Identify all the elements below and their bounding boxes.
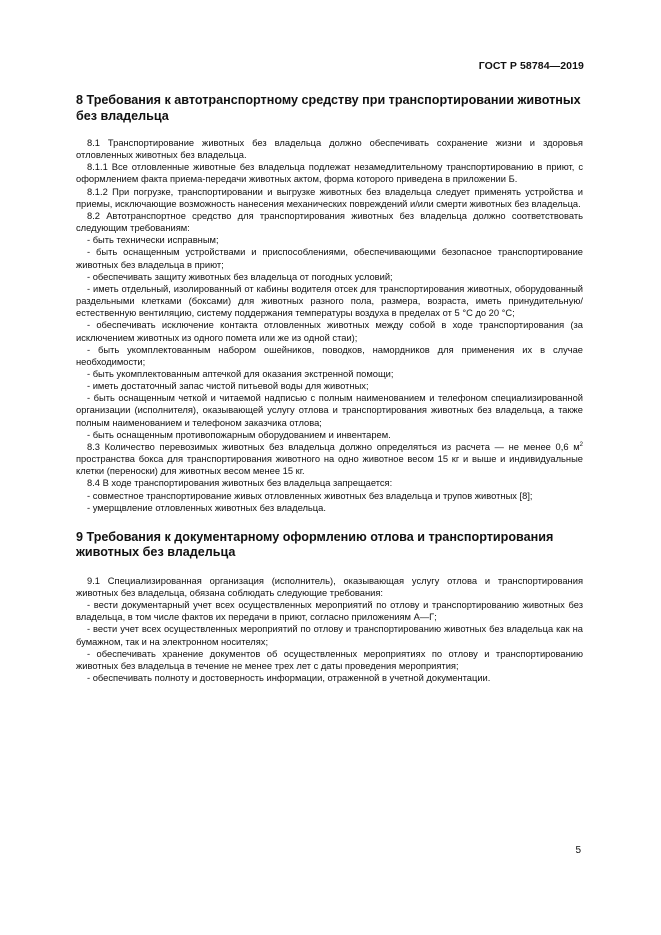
paragraph: 8.1.2 При погрузке, транспортировании и выгрузке животных без владельца следует применять устройства и приемы, исключающие возможность нанесения механических повреждений и/или смерти животных без владельца. — [76, 186, 583, 209]
paragraph-8-3 — [76, 441, 583, 477]
document-body — [76, 93, 583, 684]
paragraph: 9.1 Специализированная организация (исполнитель), оказывающая услугу отлова и транспортирования животных без владельца, обязана соблюдать следующие требования: — [76, 575, 583, 598]
list-item: - умерщвление отловленных животных без владельца. — [87, 502, 326, 513]
page-number: 5 — [575, 845, 581, 856]
paragraph: 8.4 В ходе транспортирования животных без владельца запрещается: — [87, 478, 393, 489]
list-item: - иметь достаточный запас чистой питьевой воды для животных; — [87, 381, 369, 392]
paragraph: 8.1 Транспортирование животных без владельца должно обеспечивать сохранение жизни и здоровья отловленных животных без владельца. — [76, 138, 583, 161]
paragraph: 8.2 Автотранспортное средство для транспортирования животных без владельца должно соответствовать следующим требованиям: — [76, 210, 583, 234]
list-item: - быть технически исправным; — [87, 235, 219, 246]
list-item: - быть оснащенным противопожарным оборудованием и инвентарем. — [87, 429, 391, 440]
superscript: 2 — [579, 441, 583, 448]
list-item: - быть оснащенным устройствами и приспособлениями, обеспечивающими безопасное транспортирование животных без владельца в приют; — [76, 247, 583, 270]
list-item: - совместное транспортирование живых отловленных животных без владельца и трупов животных [8]; — [87, 490, 533, 501]
list-item: - быть оснащенным четкой и читаемой надписью с полным наименованием и телефоном специализированной организации (исполнителя), оказывающей услугу отлова и транспортирования животных без владельца, а также полным наименованием и телефоном заказчика отлова; — [76, 393, 583, 428]
list-item: - иметь отдельный, изолированный от кабины водителя отсек для транспортирования животных, оборудованный раздельными клетками (боксами) для животных разного пола, размера, возраста, иметь принудительную/естественную вентиляцию, систему поддержания температуры воздуха в пределах от 5 °С до 20 °С; — [76, 283, 583, 319]
list-item: - быть укомплектованным набором ошейников, поводков, намордников для применения их в случае необходимости; — [76, 344, 583, 367]
paragraph-8-3-text-cont: пространства бокса для транспортирования животного на одно животное весом 15 кг и выше и индивидуальные клетки (переноски) для животных весом менее 15 кг. — [76, 454, 583, 477]
section-9-heading: 9 Требования к документарному оформлению отлова и транспортирования животных без владельца — [76, 529, 554, 560]
list-item: - обеспечивать хранение документов об осуществленных мероприятиях по отлову и транспортированию животных без владельца в течение не менее трех лет с даты проведения мероприятия; — [76, 648, 583, 671]
list-item: - быть укомплектованным аптечкой для оказания экстренной помощи; — [87, 368, 394, 379]
paragraph: 8.1.1 Все отловленные животные без владельца подлежат незамедлительному транспортированию в приют, с оформлением факта приема-передачи животных актом, форма которого приведена в приложении Б. — [76, 162, 583, 185]
section-8-heading: 8 Требования к автотранспортному средству при транспортировании животных без владельца — [76, 93, 581, 123]
list-item: - обеспечивать исключение контакта отловленных животных между собой в ходе транспортирования (за исключением животных из одного помета или же из одной стаи); — [76, 320, 583, 343]
paragraph-8-3-text: 8.3 Количество перевозимых животных без владельца должно определяться из расчета — не менее 0,6 м — [87, 441, 580, 452]
document-code: ГОСТ Р 58784—2019 — [478, 60, 584, 72]
list-item: - обеспечивать защиту животных без владельца от погодных условий; — [87, 271, 393, 282]
list-item: - обеспечивать полноту и достоверность информации, отраженной в учетной документации. — [87, 673, 491, 684]
list-item: - вести документарный учет всех осуществленных мероприятий по отлову и транспортированию животных без владельца, в том числе фактов их передачи в приют, согласно приложениям А—Г; — [76, 600, 583, 623]
list-item: - вести учет всех осуществленных мероприятий по отлову и транспортированию животных без владельца как на бумажном, так и на электронном носителях; — [76, 624, 583, 647]
